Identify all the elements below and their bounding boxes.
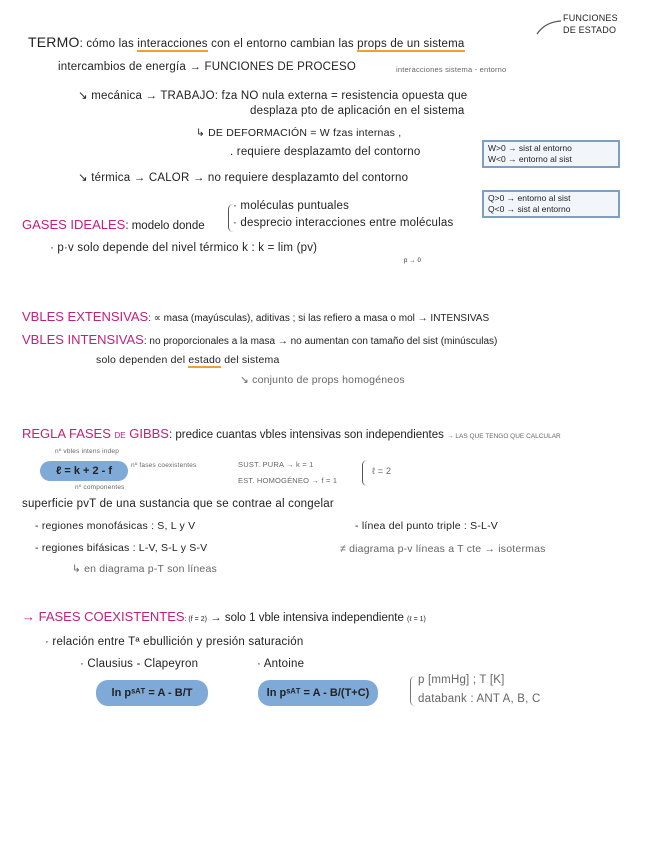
note: → LAS QUE TENGO QUE CALCULAR xyxy=(447,433,561,440)
note: : (f = 2) xyxy=(184,616,207,623)
mecanica-line: ↘ mecánica → TRABAJO: fza NO nula externa = resistencia opuesta que xyxy=(78,90,468,102)
fases-coexistentes-heading: → FASES COEXISTENTES xyxy=(22,609,185,624)
side-note xyxy=(563,12,618,36)
gases-ideales-heading: GASES IDEALES xyxy=(22,217,126,232)
termica-line: ↘ térmica → CALOR → no requiere desplazamto del contorno xyxy=(78,172,409,184)
energy-exchange: intercambios de energía → FUNCIONES DE PROCESO xyxy=(58,61,357,73)
gases-heading-line xyxy=(22,217,205,232)
gibbs-heading-line xyxy=(22,426,561,441)
clausius-formula xyxy=(96,680,208,706)
text: : cómo las xyxy=(79,38,138,50)
extensivas-heading: VBLES EXTENSIVAS xyxy=(22,309,149,324)
text: : modelo donde xyxy=(125,220,205,232)
gibbs-heading: DE xyxy=(114,431,126,440)
annotation: nº vbles intens indep xyxy=(55,448,120,455)
requiere-line: . requiere desplazamto del contorno xyxy=(230,146,421,158)
note: ↳ en diagrama p-T son líneas xyxy=(72,563,217,575)
est-homogeneo: EST. HOMOGÉNEO → f = 1 xyxy=(238,476,338,485)
termo-heading: TERMO xyxy=(28,34,80,50)
gases-item: · desprecio interacciones entre moléculas xyxy=(233,217,454,229)
box-line: Q>0 → entorno al sist xyxy=(488,193,571,203)
underlined-text: props de un sistema xyxy=(357,38,465,50)
databank: databank : ANT A, B, C xyxy=(418,693,541,705)
text: : ∝ masa (mayúsculas), aditivas ; si las refiero a masa o mol → INTENSIVAS xyxy=(148,313,490,324)
note: interacciones sistema - entorno xyxy=(396,65,507,74)
annotation: nº fases coexistentes xyxy=(131,462,197,469)
fases-coexistentes-line xyxy=(22,609,426,624)
pv-line: · p·v solo depende del nivel térmico k : k = lim (pv) xyxy=(50,242,318,254)
box-line: W>0 → sist al entorno xyxy=(488,143,572,153)
deformacion-line: ↳ DE DEFORMACIÓN = W fzas internas , xyxy=(196,127,402,139)
box-line: Q<0 → sist al entorno xyxy=(488,204,571,214)
text: : no proporcionales a la masa → no aumentan con tamaño del sist (minúsculas) xyxy=(143,336,498,347)
gases-item: · moléculas puntuales xyxy=(233,200,350,212)
underlined-text: interacciones xyxy=(137,38,208,50)
side-note-line: DE ESTADO xyxy=(563,25,617,35)
extensivas-line xyxy=(22,309,489,324)
intensivas-line xyxy=(22,332,497,347)
note: ↘ conjunto de props homogéneos xyxy=(240,374,405,386)
units: p [mmHg] ; T [K] xyxy=(418,674,505,686)
gibbs-heading: REGLA FASES xyxy=(22,426,115,441)
work-sign-box xyxy=(482,140,620,168)
monofasicas: - regiones monofásicas : S, L y V xyxy=(35,520,196,532)
mecanica-continuation: desplaza pto de aplicación en el sistema xyxy=(250,105,465,117)
termo-definition xyxy=(28,34,465,50)
superficie-line: superficie pvT de una sustancia que se contrae al congelar xyxy=(22,498,334,510)
note: (ℓ = 1) xyxy=(407,616,426,623)
text: : predice cuantas vbles intensivas son independientes xyxy=(168,429,444,441)
sust-pura: SUST. PURA → k = 1 xyxy=(238,460,314,469)
bifasicas: - regiones bifásicas : L-V, S-L y S-V xyxy=(35,542,208,554)
clausius-label: · Clausius - Clapeyron xyxy=(80,658,199,670)
gibbs-heading: GIBBS xyxy=(125,426,169,441)
text: solo dependen del xyxy=(96,354,189,366)
brace xyxy=(362,460,367,486)
formula-text: ln pˢᴬᵀ = A - B/T xyxy=(111,687,193,699)
box-line: W<0 → entorno al sist xyxy=(488,154,572,164)
formula-text: ℓ = k + 2 - f xyxy=(55,465,113,477)
relacion-line: · relación entre Tª ebullición y presión saturación xyxy=(45,636,304,648)
curved-arrow-icon xyxy=(535,18,563,36)
result: ℓ = 2 xyxy=(372,466,392,476)
underlined-text: estado xyxy=(188,354,222,366)
brace xyxy=(410,676,415,706)
lim-subscript: p → 0 xyxy=(404,258,422,264)
heat-sign-box xyxy=(482,190,620,218)
text: del sistema xyxy=(221,354,280,366)
text: → solo 1 vble intensiva independiente xyxy=(210,612,404,624)
solo-dependen xyxy=(96,354,280,366)
annotation: nº componentes xyxy=(75,484,125,491)
text: con el entorno cambian las xyxy=(207,38,358,50)
punto-triple: - línea del punto triple : S-L-V xyxy=(355,520,498,532)
antoine-formula xyxy=(258,680,378,706)
formula-text: ln pˢᴬᵀ = A - B/(T+C) xyxy=(266,687,370,699)
gibbs-formula xyxy=(40,461,128,481)
note: ≠ diagrama p-v líneas a T cte → isotermas xyxy=(340,543,546,555)
antoine-label: · Antoine xyxy=(257,658,305,670)
intensivas-heading: VBLES INTENSIVAS xyxy=(22,332,144,347)
side-note-line: FUNCIONES xyxy=(563,13,618,23)
